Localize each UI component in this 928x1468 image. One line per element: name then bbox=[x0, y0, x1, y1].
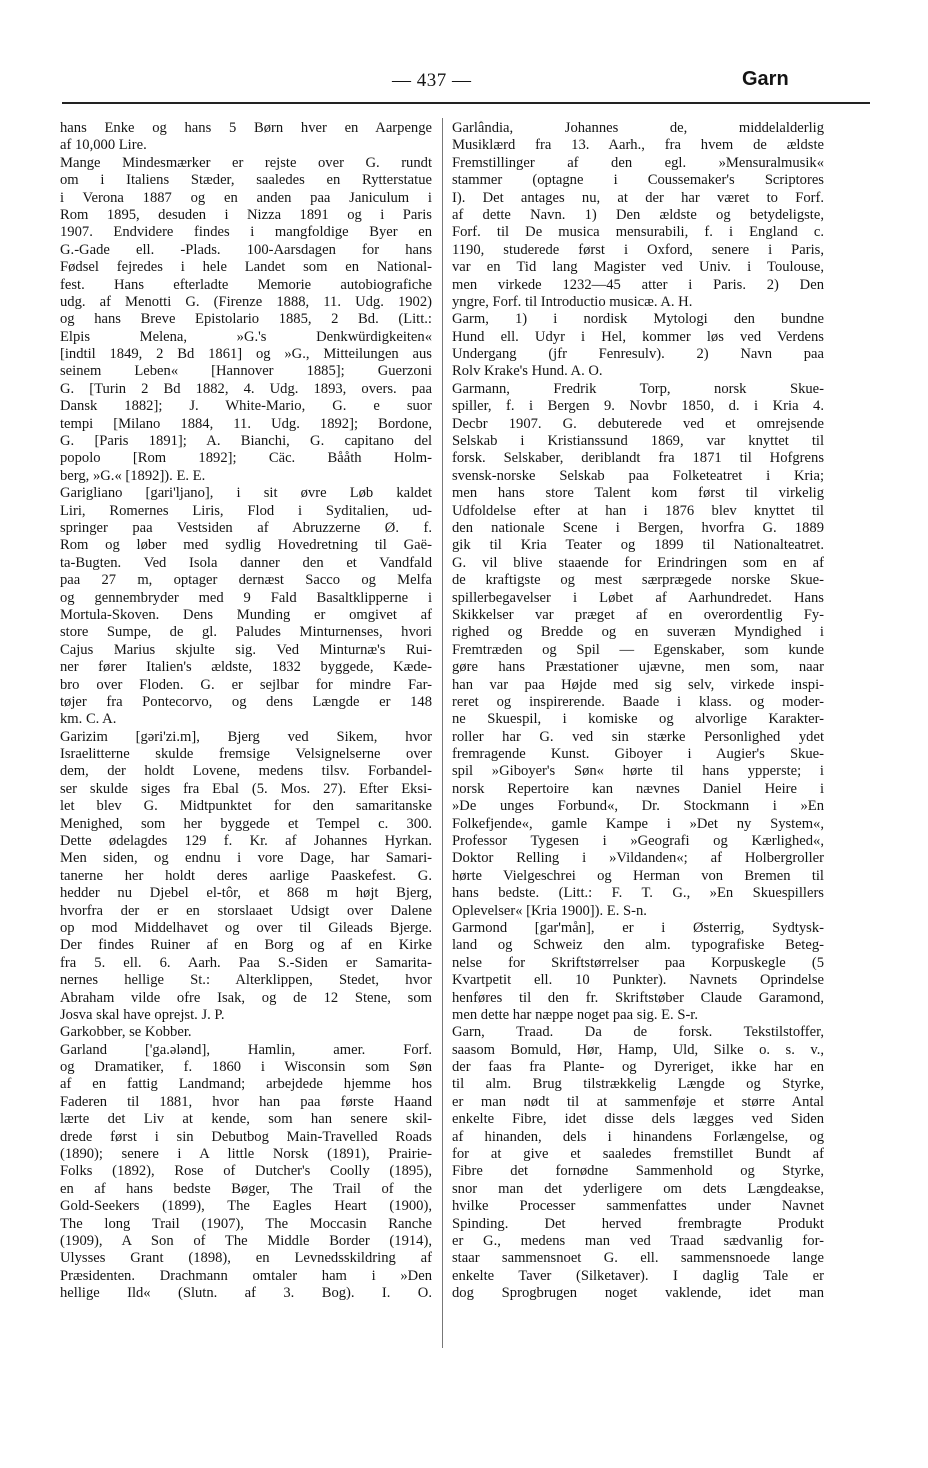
text-line: land og Schweiz den alm. typografiske Beteg- bbox=[452, 937, 824, 954]
text-line: af 10,000 Lire. bbox=[60, 137, 147, 154]
text-line: Men siden, og endnu i vore Dage, har Samari- bbox=[60, 850, 432, 867]
text-line: Fremtræden og Spil — Egenskaber, som kunde bbox=[452, 641, 824, 658]
text-line: let blev G. Midtpunktet for den samaritanske bbox=[60, 798, 432, 815]
text-line: nelse for Skriftstørrelser paa Korpuskegle (5 bbox=[452, 954, 824, 971]
text-line: og gennembryder med 9 Fald Basaltklipperne i bbox=[60, 589, 432, 606]
text-line: hedder nu Djebel el-tôr, et 868 m højt Bjerg, bbox=[60, 885, 432, 902]
text-line: Professor Tygesen i »Geografi og Kærlighed«, bbox=[452, 833, 824, 850]
text-line: yngre, Forf. til Introductio musicæ. A. H. bbox=[452, 293, 693, 310]
text-line: Elpis Melena, »G.'s Denkwürdigkeiten« bbox=[60, 328, 432, 345]
text-line: der faas fra Plante- og Dyreriget, ikke har en bbox=[452, 1059, 824, 1076]
text-line: Doktor Relling i »Vildanden«; af Holbergroller bbox=[452, 850, 824, 867]
text-line: Israelitterne skulde fremsige Velsignelserne over bbox=[60, 746, 432, 763]
text-line: af dette Navn. 1) Den ældste og betydeligste, bbox=[452, 206, 824, 223]
text-line: ner fører Italien's ældste, 1832 byggede, Kæde- bbox=[60, 659, 432, 676]
text-line: hvorfra der er en storslaaet Udsigt over Dalene bbox=[60, 902, 432, 919]
text-line: Præsidenten. Drachmann omtaler ham i »Den bbox=[60, 1267, 432, 1284]
text-line: popolo [Rom 1892]; Cäc. Bååth Holm- bbox=[60, 450, 432, 467]
text-line: reret og inspirerende. Baade i klass. og moder- bbox=[452, 693, 824, 710]
text-line: men hans store Talent kom først til virkelig bbox=[452, 485, 824, 502]
text-line: Forf. til De musica mensurabili, f. i England c. bbox=[452, 224, 824, 241]
text-line: ser skulde siges fra Ebal (5. Mos. 27). Efter Eksi- bbox=[60, 780, 432, 797]
text-line: hvilke Processer sammenfattes under Navnet bbox=[452, 1198, 824, 1215]
text-line: 1190, studerede først i Oxford, senere i Paris, bbox=[452, 241, 824, 258]
text-line: norsk Repertoire kan nævnes Daniel Heire i bbox=[452, 780, 824, 797]
text-line: Hund ell. Udyr i Hel, kommer løs ved Verdens bbox=[452, 328, 824, 345]
text-line: Decbr 1907. G. debuterede ved et omrejsende bbox=[452, 415, 824, 432]
text-line: og Dramatiker, f. 1860 i Wisconsin som Søn bbox=[60, 1059, 432, 1076]
text-line: dog Sprogbrugen noget vaklende, idet man bbox=[452, 1285, 824, 1302]
text-line: de kraftigste og mest særprægede norske Skue- bbox=[452, 572, 824, 589]
text-line: saasom Bomuld, Hør, Hamp, Uld, Silke o. s. v., bbox=[452, 1041, 824, 1058]
text-line: springer paa Vestsiden af Abruzzerne Ø. f. bbox=[60, 519, 432, 536]
text-line: G. [Turin 2 Bd 1882, 4. Udg. 1893, overs. paa bbox=[60, 380, 432, 397]
text-line: Garm, 1) i nordisk Mytologi den bundne bbox=[452, 311, 824, 328]
text-line: hørte Vielgeschrei og Herman von Bremen til bbox=[452, 867, 824, 884]
text-line: Musiklærd fra 13. Aarh., fra hvem de ældste bbox=[452, 137, 824, 154]
text-line: paa 27 m, optager dernæst Sacco og Melfa bbox=[60, 572, 432, 589]
text-line: Undergang (jfr Fenresulv). 2) Navn paa bbox=[452, 346, 824, 363]
text-line: forsk. Selskaber, deriblandt fra 1871 til Hofgrens bbox=[452, 450, 824, 467]
text-line: 1907. Endvidere findes i mangfoldige Byer en bbox=[60, 224, 432, 241]
text-line: han var paa Højde med sig selv, virkede inspi- bbox=[452, 676, 824, 693]
text-line: Rom 1895, desuden i Nizza 1891 og i Paris bbox=[60, 206, 432, 223]
text-line: Mange Mindesmærker er rejste over G. rundt bbox=[60, 154, 432, 171]
text-line: Ulysses Grant (1898), en Levnedsskildring af bbox=[60, 1250, 432, 1267]
text-line: Garmann, Fredrik Torp, norsk Skue- bbox=[452, 380, 824, 397]
text-line: tempi [Milano 1884, 11. Udg. 1892]; Bordone, bbox=[60, 415, 432, 432]
text-line: Garn, Traad. Da de forsk. Tekstilstoffer, bbox=[452, 1024, 824, 1041]
text-line: Garmond [gar'mån], er i Østerrig, Sydtysk- bbox=[452, 919, 824, 936]
text-line: seinem Leben« [Hannover 1885]; Guerzoni bbox=[60, 363, 432, 380]
right-column bbox=[452, 120, 824, 1303]
text-line: gik til Kria Teater og 1899 til Nationalteatret. bbox=[452, 537, 824, 554]
text-line: enkelte Taver (Silketaver). I daglig Tale er bbox=[452, 1267, 824, 1284]
text-line: Fremstillinger af den egl. »Mensuralmusik« bbox=[452, 154, 824, 171]
text-line: Fødsel fejredes i hele Landet som en National- bbox=[60, 259, 432, 276]
text-line: men dette har næppe noget paa sig. E. S-r. bbox=[452, 1006, 699, 1023]
running-head: Garn bbox=[742, 68, 789, 90]
text-line: store Sumpe, de gl. Paludes Minturnenses, hvori bbox=[60, 624, 432, 641]
text-line: km. C. A. bbox=[60, 711, 117, 728]
text-line: henføres til den fr. Skriftstøber Claude Garamond, bbox=[452, 989, 824, 1006]
text-line: Fibre det fornødne Sammenhold og Styrke, bbox=[452, 1163, 824, 1180]
text-line: dem, der holdt Lovene, medens tilsv. Forbandel- bbox=[60, 763, 432, 780]
text-line: er G., medens man ved Traad sædvanlig for- bbox=[452, 1233, 824, 1249]
text-line: Skikkelser var præget af en overordentlig Fy- bbox=[452, 606, 824, 623]
text-line: hans Enke og hans 5 Børn hver en Aarpenge bbox=[60, 120, 432, 136]
text-line: Josva skal have oprejst. J. P. bbox=[60, 1006, 225, 1023]
text-line: Liri, Romernes Liris, Flod i Syditalien, ud- bbox=[60, 502, 432, 519]
text-line: Oplevelser« [Kria 1900]). E. S-n. bbox=[452, 902, 647, 919]
text-line: op mod Middelhavet og over til Gileads Bjerge. bbox=[60, 919, 432, 936]
text-line: Folkefjende«, gamle Kampe i »Det ny System«, bbox=[452, 815, 824, 832]
text-line: ta-Bugten. Ved Isola danner den et Vandfald bbox=[60, 554, 432, 571]
page-number: — 437 — bbox=[392, 70, 472, 91]
text-line: Der findes Ruiner af en Borg og af en Kirke bbox=[60, 937, 432, 954]
text-line: Rom og løber med sydlig Hovedretning til Gaë- bbox=[60, 537, 432, 554]
text-line: Garkobber, se Kobber. bbox=[60, 1024, 192, 1041]
text-line: ne Skuespil, i komiske og alvorlige Karakter- bbox=[452, 711, 824, 728]
text-line: Kvartpetit ell. 10 Punkter). Navnets Oprindelse bbox=[452, 972, 824, 989]
text-line: Spinding. Det herved frembragte Produkt bbox=[452, 1215, 824, 1232]
text-line: den nationale Scene i Bergen, hvorfra G. 1889 bbox=[452, 519, 824, 536]
text-line: (1890); senere i A little Norsk (1891), Prairie- bbox=[60, 1146, 432, 1163]
text-line: bro over Floden. G. er sejlbar for mindre Far- bbox=[60, 676, 432, 693]
text-line: Garland ['ga.ələnd], Hamlin, amer. Forf. bbox=[60, 1041, 432, 1058]
text-line: Faderen til 1881, hvor han paa første Haand bbox=[60, 1093, 432, 1110]
text-line: af en fattig Landmand; arbejdede hjemme hos bbox=[60, 1076, 432, 1093]
text-line: Cajus Marius skjulte sig. Ved Minturnæ's Rui- bbox=[60, 641, 432, 658]
text-line: Rolv Krake's Hund. A. O. bbox=[452, 363, 603, 380]
text-line: »De unges Forbund«, Dr. Stockmann i »En bbox=[452, 798, 824, 815]
text-line: hans bedste. (Litt.: F. T. G., »En Skuespillers bbox=[452, 885, 824, 902]
text-line: spiller, f. i Bergen 9. Novbr 1850, d. i Kria 4. bbox=[452, 398, 824, 415]
text-line: i Verona 1887 og en anden paa Janiculum i bbox=[60, 189, 432, 206]
text-line: men virkede 1232—45 atter i Paris. 2) Den bbox=[452, 276, 824, 293]
text-line: er man nødt til at sammenføje et større Antal bbox=[452, 1093, 824, 1110]
header-rule bbox=[62, 102, 870, 104]
left-column bbox=[60, 120, 432, 1303]
text-line: G.-Gade ell. -Plads. 100-Aarsdagen for hans bbox=[60, 241, 432, 258]
text-line: gøre hans Præstationer ujævne, men som, naar bbox=[452, 659, 824, 676]
text-line: [indtil 1849, 2 Bd 1861] og »G., Mitteilungen aus bbox=[60, 346, 432, 363]
text-line: var en Tid lang Magister ved Univ. i Toulouse, bbox=[452, 259, 824, 276]
text-line: og hans Breve Epistolario 1885, 2 Bd. (Litt.: bbox=[60, 311, 432, 328]
text-line: The long Trail (1907), The Moccasin Ranche bbox=[60, 1215, 432, 1232]
text-line: for at give et saaledes fremstillet Bundt af bbox=[452, 1146, 824, 1163]
text-line: righed og Bredde og en suveræn Myndighed i bbox=[452, 624, 824, 641]
text-line: udg. af Menotti G. (Firenze 1888, 11. Udg. 1902) bbox=[60, 293, 432, 310]
text-line: spil »Giboyer's Søn« hørte til hans ypperste; i bbox=[452, 763, 824, 780]
text-line: Abraham vilde ofre Isak, og de 12 Stene, som bbox=[60, 989, 432, 1006]
text-line: roller har G. ved sin stærke Personlighed ydet bbox=[452, 728, 824, 745]
text-line: Selskab i Kristianssund 1869, var knyttet til bbox=[452, 433, 824, 450]
text-line: staar sammensnoet G. ell. sammensnoede lange bbox=[452, 1250, 824, 1267]
text-line: lærte det Liv at kende, som han senere skil- bbox=[60, 1111, 432, 1128]
text-line: Garizim [gəri'zi.m], Bjerg ved Sikem, hvor bbox=[60, 728, 432, 745]
text-line: Menighed, som her byggede et Tempel c. 300. bbox=[60, 815, 432, 832]
text-line: berg, »G.« [1892]). E. E. bbox=[60, 467, 206, 484]
text-line: spillerbegavelser i Løbet af Aarhundredet. Hans bbox=[452, 589, 824, 606]
column-divider bbox=[442, 118, 443, 1348]
text-line: fest. Hans efterladte Memorie autobiografiche bbox=[60, 276, 432, 293]
text-line: G. vil blive staaende for Erindringen som en af bbox=[452, 554, 824, 571]
text-line: enkelte Fibre, idet disse dels lægges ved Siden bbox=[452, 1111, 824, 1128]
text-line: Udfoldelse efter at han i 1876 blev knyttet til bbox=[452, 502, 824, 519]
text-line: fremragende Kunst. Giboyer i Augier's Skue- bbox=[452, 746, 824, 763]
text-line: tøjer fra Pontecorvo, og dens Længde er 148 bbox=[60, 693, 432, 710]
text-line: Mortula-Skoven. Dens Munding er omgivet af bbox=[60, 606, 432, 623]
text-line: om i Italiens Stæder, saaledes en Rytterstatue bbox=[60, 172, 432, 189]
text-line: I). Det antages nu, at der har været to Forf. bbox=[452, 189, 824, 206]
text-line: hellige Ild« (Slutn. af 3. Bog). I. O. bbox=[60, 1285, 432, 1302]
text-line: tanerne her holdt deres aarlige Paaskefest. G. bbox=[60, 867, 432, 884]
text-line: snor man det yderligere om dets Længdeakse, bbox=[452, 1180, 824, 1197]
text-line: svensk-norske Selskab paa Folketeatret i Kria; bbox=[452, 467, 824, 484]
text-line: Dansk 1882]; J. White-Mario, G. e suor bbox=[60, 398, 432, 415]
text-line: Gold-Seekers (1899), The Eagles Heart (1900), bbox=[60, 1198, 432, 1215]
text-line: Dette ødelagdes 129 f. Kr. af Johannes Hyrkan. bbox=[60, 833, 432, 850]
text-line: Garigliano [gari'ljano], i sit øvre Løb kaldet bbox=[60, 485, 432, 502]
text-line: stammer (optagne i Coussemaker's Scriptores bbox=[452, 172, 824, 189]
text-line: Garlândia, Johannes de, middelalderlig bbox=[452, 120, 824, 136]
text-line: af hinanden, dels i hinandens Forlængelse, og bbox=[452, 1128, 824, 1145]
text-line: (1909), A Son of The Middle Border (1914), bbox=[60, 1233, 432, 1249]
text-line: Folks (1892), Rose of Dutcher's Coolly (1895), bbox=[60, 1163, 432, 1180]
text-line: fra 5. ell. 6. Aarh. Paa S.-Siden er Samarita- bbox=[60, 954, 432, 971]
text-line: G. [Paris 1891]; A. Bianchi, G. capitano del bbox=[60, 433, 432, 450]
text-line: til alm. Brug tilstrækkelig Længde og Styrke, bbox=[452, 1076, 824, 1093]
page-header bbox=[0, 64, 928, 104]
text-line: nernes hellige St.: Alterklippen, Stedet, hvor bbox=[60, 972, 432, 989]
text-line: drede først i sin Debutbog Main-Travelled Roads bbox=[60, 1128, 432, 1145]
text-line: en af hans bedste Bøger, The Trail of the bbox=[60, 1180, 432, 1197]
